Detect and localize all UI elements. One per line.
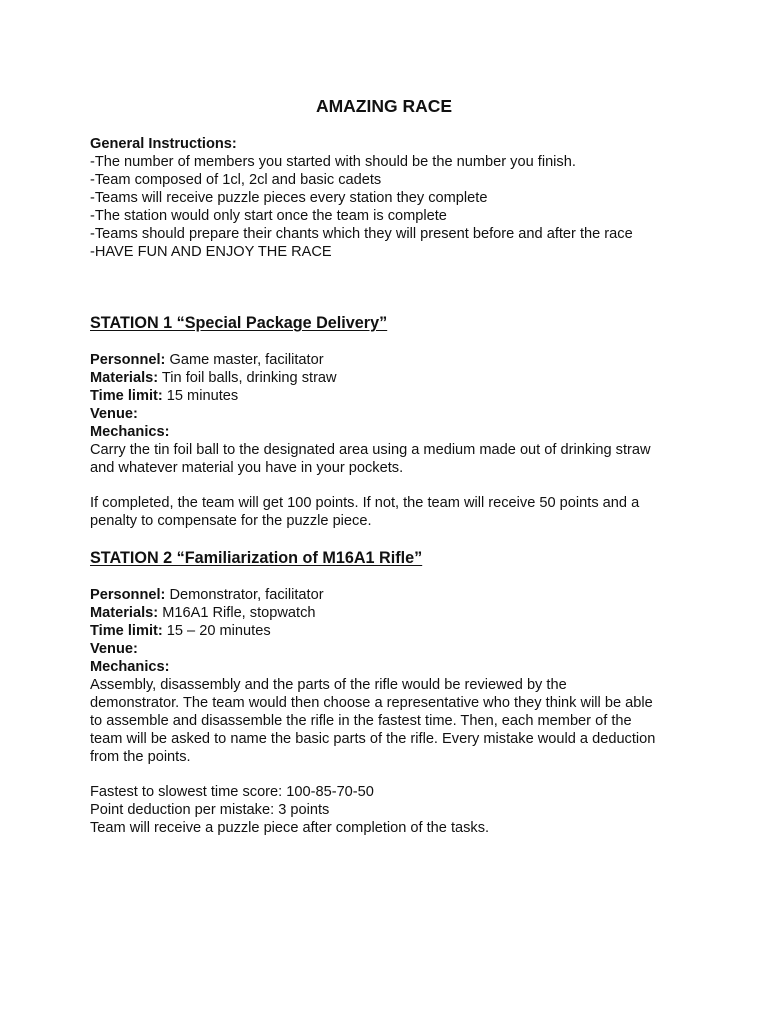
- materials-label: Materials:: [90, 370, 159, 386]
- scoring-line: Point deduction per mistake: 3 points: [90, 802, 330, 818]
- station-1-personnel: [90, 351, 690, 369]
- station-2-personnel: [90, 586, 690, 604]
- result-line: If completed, the team will get 100 points. If not, the team will receive 50 points and a: [90, 495, 640, 511]
- station-1-time-limit: [90, 387, 690, 405]
- time-limit-value: 15 – 20 minutes: [162, 623, 271, 639]
- instruction-line: -The station would only start once the team is complete: [90, 208, 447, 224]
- time-limit-label: Time limit:: [90, 623, 163, 639]
- mechanics-line: and whatever material you have in your pockets.: [90, 460, 404, 476]
- time-limit-value: 15 minutes: [162, 388, 239, 404]
- station-2-materials: [90, 604, 690, 622]
- station-1-venue-label: Venue:: [90, 406, 138, 422]
- instruction-line: -Teams will receive puzzle pieces every station they complete: [90, 190, 488, 206]
- mechanics-line: Assembly, disassembly and the parts of the rifle would be reviewed by the: [90, 677, 567, 693]
- instruction-line: -The number of members you started with should be the number you finish.: [90, 154, 576, 170]
- mechanics-line: from the points.: [90, 749, 191, 765]
- station-1-result: [90, 494, 690, 530]
- mechanics-line: team will be asked to name the basic parts of the rifle. Every mistake would a deduction: [90, 731, 656, 747]
- materials-value: M16A1 Rifle, stopwatch: [158, 605, 316, 621]
- time-limit-label: Time limit:: [90, 388, 163, 404]
- station-2-time-limit: [90, 622, 690, 640]
- materials-label: Materials:: [90, 605, 159, 621]
- scoring-line: Team will receive a puzzle piece after completion of the tasks.: [90, 820, 490, 836]
- personnel-value: Demonstrator, facilitator: [165, 587, 324, 603]
- station-1-mechanics-label: Mechanics:: [90, 424, 170, 440]
- station-2-scoring: [90, 783, 690, 837]
- station-1-details: [90, 351, 690, 477]
- instruction-line: -Team composed of 1cl, 2cl and basic cadets: [90, 172, 382, 188]
- station-2-venue-label: Venue:: [90, 641, 138, 657]
- document-title: AMAZING RACE: [315, 96, 453, 116]
- mechanics-line: Carry the tin foil ball to the designated area using a medium made out of drinking straw: [90, 442, 651, 458]
- mechanics-line: demonstrator. The team would then choose a representative who they think will be able: [90, 695, 653, 711]
- station-2-mechanics-label: Mechanics:: [90, 659, 170, 675]
- station-1-heading: STATION 1 “Special Package Delivery”: [90, 314, 388, 332]
- mechanics-line: to assemble and disassemble the rifle in the fastest time. Then, each member of the: [90, 713, 632, 729]
- materials-value: Tin foil balls, drinking straw: [158, 370, 337, 386]
- instruction-line: -Teams should prepare their chants which they will present before and after the race: [90, 226, 633, 242]
- result-line: penalty to compensate for the puzzle piece.: [90, 513, 372, 529]
- personnel-label: Personnel:: [90, 352, 166, 368]
- station-1-materials: [90, 369, 690, 387]
- general-instructions-heading: General Instructions:: [90, 136, 237, 152]
- instruction-line: -HAVE FUN AND ENJOY THE RACE: [90, 244, 332, 260]
- station-2-details: [90, 586, 690, 766]
- station-2-heading: STATION 2 “Familiarization of M16A1 Rifle”: [90, 549, 423, 567]
- scoring-line: Fastest to slowest time score: 100-85-70-50: [90, 784, 374, 800]
- general-instructions: [90, 135, 690, 261]
- personnel-label: Personnel:: [90, 587, 166, 603]
- personnel-value: Game master, facilitator: [165, 352, 324, 368]
